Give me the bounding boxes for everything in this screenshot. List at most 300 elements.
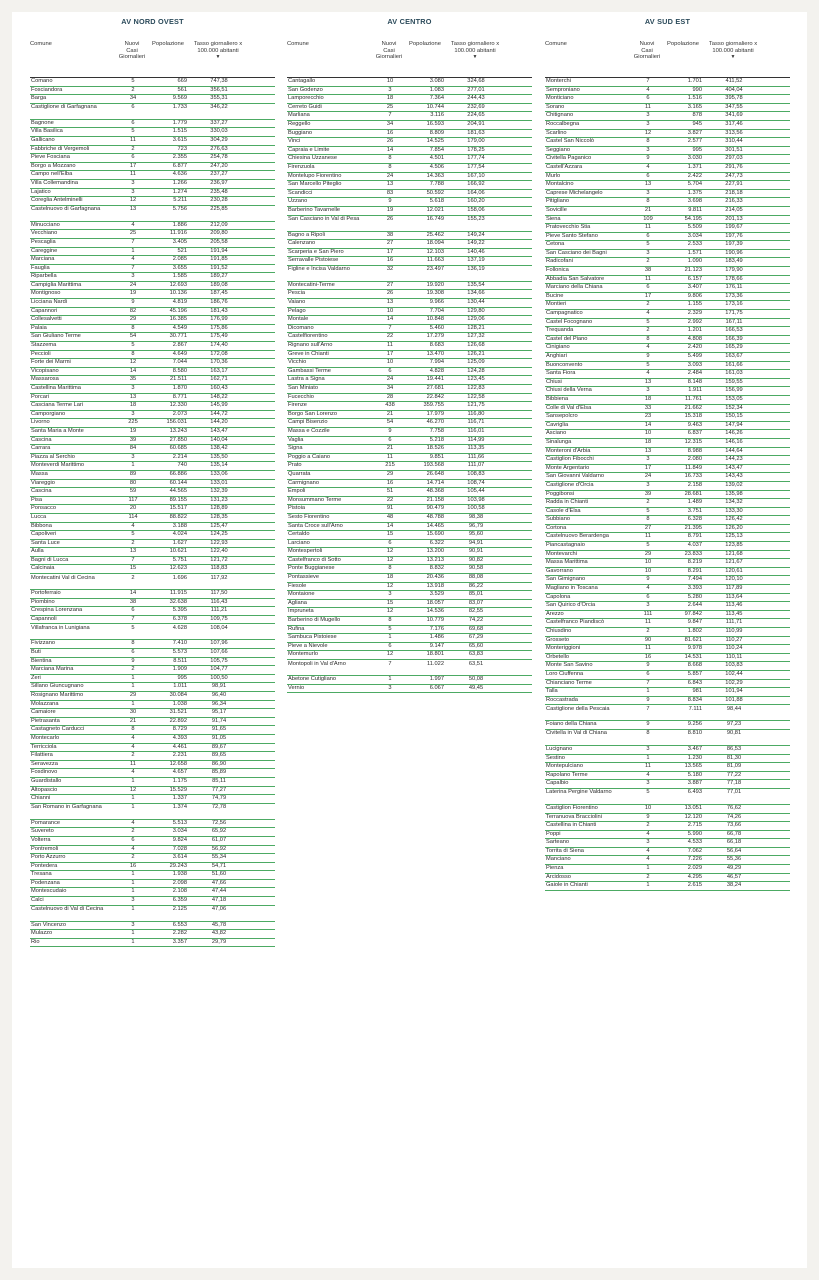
table-row xyxy=(287,591,532,600)
cell-comune: Piazza al Serchio xyxy=(31,453,75,460)
cell-tasso: 144,64 xyxy=(725,447,743,454)
cell-comune: Dicomano xyxy=(288,324,314,331)
cell-tasso: 91,65 xyxy=(211,726,227,733)
cell-casi: 4 xyxy=(646,856,650,863)
table-row xyxy=(545,173,790,182)
cell-comune: Poggibonsi xyxy=(546,490,575,497)
cell-tasso: 237,27 xyxy=(210,171,228,178)
cell-casi: 2 xyxy=(646,327,650,334)
cell-comune: Firenze xyxy=(288,402,307,409)
table-row xyxy=(30,761,275,770)
cell-tasso: 145,99 xyxy=(210,402,228,409)
header-comune: Comune xyxy=(545,41,567,47)
cell-popolazione: 11.761 xyxy=(685,395,702,402)
cell-popolazione: 13.213 xyxy=(426,556,444,563)
cell-tasso: 110,27 xyxy=(725,636,743,643)
table-row xyxy=(545,628,790,637)
cell-casi: 10 xyxy=(386,307,394,314)
cell-casi: 7 xyxy=(646,679,650,686)
cell-popolazione: 8.810 xyxy=(687,730,702,737)
cell-casi: 3 xyxy=(646,387,650,394)
cell-comune: Castagneto Carducci xyxy=(31,726,85,733)
cell-popolazione: 8.580 xyxy=(172,367,187,374)
table-row xyxy=(545,755,790,764)
cell-popolazione: 1.489 xyxy=(687,499,702,506)
cell-comune: Cerreto Guidi xyxy=(288,103,322,110)
cell-comune: Roccastrada xyxy=(546,696,578,703)
cell-casi: 2 xyxy=(131,828,135,835)
cell-casi: 25 xyxy=(129,230,137,237)
cell-comune: Vernio xyxy=(288,684,305,691)
cell-casi: 3 xyxy=(388,591,392,598)
cell-popolazione: 6.359 xyxy=(172,897,187,904)
cell-casi: 80 xyxy=(129,479,137,486)
table-row xyxy=(30,692,275,701)
table-row xyxy=(30,402,275,411)
cell-casi: 32 xyxy=(386,266,394,273)
cell-tasso: 98,91 xyxy=(211,683,227,690)
cell-tasso: 747,38 xyxy=(210,78,228,84)
cell-tasso: 96,34 xyxy=(211,700,227,707)
cell-comune: Altopascio xyxy=(31,786,58,793)
cell-popolazione: 3.827 xyxy=(687,129,702,136)
cell-comune: Montaione xyxy=(288,591,315,598)
table-row xyxy=(545,267,790,276)
table-row xyxy=(545,721,790,730)
cell-popolazione: 23.833 xyxy=(684,550,702,557)
cell-popolazione: 13.470 xyxy=(426,350,444,357)
cell-tasso: 66,78 xyxy=(726,830,742,837)
cell-casi: 13 xyxy=(644,378,652,385)
cell-comune: Monte San Savino xyxy=(546,662,593,669)
cell-casi: 6 xyxy=(646,172,650,179)
cell-tasso: 143,47 xyxy=(210,427,228,434)
table-row xyxy=(30,574,275,590)
cell-tasso: 347,55 xyxy=(725,103,743,110)
table-row xyxy=(30,735,275,744)
cell-tasso: 147,94 xyxy=(725,421,743,428)
cell-comune: Montecarlo xyxy=(31,734,60,741)
cell-casi: 13 xyxy=(129,548,137,555)
cell-casi: 4 xyxy=(646,771,650,778)
cell-comune: Pienza xyxy=(546,865,564,872)
header-casi: Nuovi Casi Giornalieri xyxy=(375,41,403,61)
cell-comune: Subbiano xyxy=(546,516,571,523)
table-row xyxy=(30,299,275,308)
cell-popolazione: 2.329 xyxy=(687,310,702,317)
cell-casi: 215 xyxy=(385,462,395,469)
cell-comune: Palaia xyxy=(31,324,47,331)
cell-popolazione: 2.080 xyxy=(687,456,702,463)
cell-casi: 2 xyxy=(131,539,135,546)
cell-comune: Marciana xyxy=(31,256,55,263)
table-row xyxy=(545,576,790,585)
cell-popolazione: 995 xyxy=(692,146,702,153)
table-row xyxy=(545,387,790,396)
cell-popolazione: 5.211 xyxy=(173,197,187,204)
table-row xyxy=(545,533,790,542)
table-row xyxy=(545,680,790,689)
cell-tasso: 163,67 xyxy=(725,353,743,359)
cell-comune: Buggiano xyxy=(288,129,313,136)
cell-casi: 11 xyxy=(645,533,651,540)
table-row xyxy=(545,856,790,865)
cell-popolazione: 9.463 xyxy=(687,421,702,428)
cell-popolazione: 669 xyxy=(177,78,187,84)
cell-popolazione: 13.918 xyxy=(426,582,444,589)
cell-popolazione: 4.501 xyxy=(429,155,444,162)
cell-popolazione: 4.819 xyxy=(172,299,187,306)
cell-tasso: 83,07 xyxy=(468,599,484,606)
cell-casi: 3 xyxy=(131,188,135,195)
cell-tasso: 140,04 xyxy=(210,436,228,443)
table-row xyxy=(287,531,532,540)
table-row xyxy=(545,746,790,755)
cell-casi: 3 xyxy=(646,249,650,256)
cell-popolazione: 9.966 xyxy=(429,299,444,306)
cell-casi: 19 xyxy=(129,427,137,434)
cell-comune: Asciano xyxy=(546,430,567,437)
header-tasso[interactable] xyxy=(190,41,246,60)
cell-popolazione: 6.157 xyxy=(687,275,702,282)
cell-popolazione: 740 xyxy=(177,462,187,469)
cell-popolazione: 5.756 xyxy=(172,206,187,213)
cell-comune: Bucine xyxy=(546,292,564,299)
cell-popolazione: 3.614 xyxy=(172,854,187,861)
cell-popolazione: 5.618 xyxy=(429,198,444,205)
cell-comune: Seggiano xyxy=(546,146,571,153)
cell-comune: Santa Croce sull'Arno xyxy=(288,522,343,529)
cell-casi: 9 xyxy=(646,696,650,703)
cell-tasso: 91,74 xyxy=(211,717,227,724)
cell-tasso: 77,01 xyxy=(726,789,742,796)
cell-popolazione: 8.683 xyxy=(429,342,444,349)
cell-comune: Pontassieve xyxy=(288,574,319,581)
cell-comune: Crespina Lorenzana xyxy=(31,607,83,614)
cell-popolazione: 1.886 xyxy=(172,221,187,228)
cell-popolazione: 21.511 xyxy=(170,376,187,383)
cell-comune: San Giovanni Valdarno xyxy=(546,473,605,480)
table-row xyxy=(545,456,790,465)
cell-tasso: 90,81 xyxy=(726,730,742,737)
cell-popolazione: 30.771 xyxy=(169,333,187,340)
table-row xyxy=(30,906,275,922)
cell-casi: 4 xyxy=(646,830,650,837)
table-row xyxy=(30,744,275,753)
cell-tasso: 317,46 xyxy=(725,120,743,127)
table-row xyxy=(287,617,532,626)
cell-casi: 26 xyxy=(386,216,394,222)
cell-comune: Aulla xyxy=(31,548,44,555)
cell-popolazione: 9.851 xyxy=(429,453,444,460)
cell-comune: Manciano xyxy=(546,856,571,863)
header-tasso[interactable] xyxy=(705,41,761,60)
cell-casi: 82 xyxy=(129,307,137,314)
table-row xyxy=(545,763,790,772)
cell-comune: Stazzema xyxy=(31,342,57,349)
table-row xyxy=(287,78,532,87)
table-row xyxy=(545,370,790,379)
cell-casi: 15 xyxy=(129,565,137,572)
cell-popolazione: 995 xyxy=(177,674,187,681)
cell-comune: Uzzano xyxy=(288,198,308,205)
cell-tasso: 179,00 xyxy=(467,138,485,145)
cell-comune: Semproniano xyxy=(546,86,580,93)
cell-popolazione: 1.911 xyxy=(688,387,702,394)
cell-popolazione: 990 xyxy=(692,86,702,93)
cell-casi: 8 xyxy=(646,198,650,205)
cell-popolazione: 12.120 xyxy=(684,813,702,820)
cell-casi: 9 xyxy=(646,353,650,359)
cell-tasso: 118,83 xyxy=(210,565,228,572)
table-row xyxy=(30,462,275,471)
cell-popolazione: 66.886 xyxy=(169,470,187,477)
table-row xyxy=(545,430,790,439)
cell-tasso: 176,99 xyxy=(210,316,228,323)
cell-casi: 6 xyxy=(131,607,135,614)
table-row xyxy=(287,266,532,282)
cell-comune: Chiesina Uzzanese xyxy=(288,155,338,162)
cell-popolazione: 6.877 xyxy=(172,162,187,169)
cell-popolazione: 12.021 xyxy=(426,206,444,213)
cell-tasso: 29,79 xyxy=(211,938,227,945)
table-row xyxy=(30,505,275,514)
cell-comune: Vicopisano xyxy=(31,367,59,374)
cell-comune: Serravalle Pistoiese xyxy=(288,257,339,264)
table-row xyxy=(545,585,790,594)
table-row xyxy=(287,130,532,139)
cell-casi: 1 xyxy=(131,683,135,690)
cell-tasso: 94,91 xyxy=(468,539,484,546)
cell-tasso: 77,22 xyxy=(726,771,742,778)
table-row xyxy=(287,190,532,199)
cell-comune: Barberino Tavarnelle xyxy=(288,206,341,213)
cell-comune: Quarrata xyxy=(288,470,311,477)
table-row xyxy=(287,394,532,403)
cell-popolazione: 13.565 xyxy=(684,763,702,770)
cell-popolazione: 60.685 xyxy=(169,445,187,452)
cell-casi: 22 xyxy=(386,333,394,340)
table-row xyxy=(30,616,275,625)
table-row xyxy=(30,87,275,96)
cell-tasso: 128,35 xyxy=(210,513,228,520)
table-row xyxy=(30,128,275,137)
cell-popolazione: 1.909 xyxy=(172,666,187,673)
cell-tasso: 38,24 xyxy=(726,882,742,889)
cell-popolazione: 28.681 xyxy=(684,490,702,497)
header-tasso-label: Tasso giornaliero x 100.000 abitanti xyxy=(450,41,500,54)
table-row xyxy=(287,104,532,113)
cell-popolazione: 1.627 xyxy=(172,539,187,546)
cell-comune: Rufina xyxy=(288,625,305,632)
cell-popolazione: 5.990 xyxy=(687,830,702,837)
cell-comune: Capolona xyxy=(546,593,571,600)
table-row xyxy=(30,565,275,574)
cell-popolazione: 12.623 xyxy=(169,565,187,572)
cell-popolazione: 3.357 xyxy=(172,938,187,945)
cell-popolazione: 4.657 xyxy=(172,769,187,776)
cell-casi: 39 xyxy=(644,490,652,497)
cell-casi: 8 xyxy=(646,516,650,523)
table-row xyxy=(287,437,532,446)
table-row xyxy=(545,344,790,353)
cell-comune: Lajatico xyxy=(31,188,51,195)
arrow-down-icon: ▼ xyxy=(730,54,736,61)
table-row xyxy=(287,138,532,147)
cell-tasso: 166,53 xyxy=(725,327,743,334)
cell-tasso: 189,27 xyxy=(210,273,228,280)
cell-popolazione: 3.393 xyxy=(687,585,702,592)
cell-casi: 11 xyxy=(387,453,393,460)
cell-tasso: 101,88 xyxy=(725,696,743,703)
cell-tasso: 172,08 xyxy=(210,350,228,357)
cell-casi: 9 xyxy=(646,155,650,162)
cell-comune: Vinci xyxy=(288,138,301,145)
cell-tasso: 116,01 xyxy=(467,427,485,434)
table-body xyxy=(30,77,275,947)
cell-tasso: 152,34 xyxy=(725,404,743,411)
cell-tasso: 225,85 xyxy=(210,206,228,213)
cell-casi: 6 xyxy=(388,367,392,374)
cell-casi: 5 xyxy=(131,128,135,135)
cell-casi: 2 xyxy=(646,873,650,880)
cell-popolazione: 48.368 xyxy=(426,488,444,495)
cell-popolazione: 8.809 xyxy=(429,129,444,136)
cell-casi: 17 xyxy=(644,464,652,471)
cell-comune: Colle di Val d'Elsa xyxy=(546,404,592,411)
cell-comune: Campiglia Marittima xyxy=(31,281,82,288)
cell-casi: 7 xyxy=(131,264,135,271)
cell-tasso: 125,13 xyxy=(725,533,743,540)
cell-popolazione: 23.497 xyxy=(426,266,444,273)
table-row xyxy=(545,508,790,517)
cell-tasso: 128,21 xyxy=(467,324,485,331)
cell-tasso: 173,36 xyxy=(725,292,743,299)
cell-comune: Scarperia e San Piero xyxy=(288,248,344,255)
table-row xyxy=(287,626,532,635)
cell-tasso: 121,72 xyxy=(210,556,228,563)
section-nord-ovest xyxy=(30,12,275,947)
table-row xyxy=(30,180,275,189)
cell-casi: 9 xyxy=(388,427,392,434)
cell-casi: 3 xyxy=(131,385,135,391)
cell-tasso: 102,44 xyxy=(725,670,743,677)
cell-comune: Vecchiano xyxy=(31,230,58,237)
cell-comune: Montopoli in Val d'Arno xyxy=(288,660,346,667)
table-row xyxy=(545,258,790,267)
table-row xyxy=(545,241,790,250)
table-row xyxy=(30,769,275,778)
cell-tasso: 116,43 xyxy=(210,598,228,605)
table-row xyxy=(30,437,275,446)
cell-casi: 83 xyxy=(386,189,394,196)
cell-tasso: 126,20 xyxy=(725,524,743,531)
table-row xyxy=(545,568,790,577)
cell-tasso: 150,15 xyxy=(725,413,743,420)
cell-casi: 1 xyxy=(388,634,392,641)
cell-casi: 18 xyxy=(129,402,137,409)
cell-popolazione: 4.808 xyxy=(687,335,702,342)
cell-tasso: 212,09 xyxy=(210,221,228,228)
table-body xyxy=(287,77,532,693)
cell-casi: 11 xyxy=(387,342,393,349)
table-row xyxy=(545,473,790,482)
cell-tasso: 50,08 xyxy=(468,676,484,682)
cell-popolazione: 7.410 xyxy=(172,640,187,647)
cell-comune: Tresana xyxy=(31,871,52,878)
cell-comune: Montecatini-Terme xyxy=(288,281,335,288)
cell-comune: Volterra xyxy=(31,836,51,843)
cell-tasso: 56,92 xyxy=(211,845,227,852)
cell-tasso: 55,36 xyxy=(726,856,742,863)
cell-popolazione: 2.085 xyxy=(172,256,187,263)
table-row xyxy=(30,342,275,351)
cell-casi: 17 xyxy=(386,248,394,255)
table-row xyxy=(30,701,275,710)
cell-popolazione: 521 xyxy=(177,247,187,254)
cell-tasso: 116,71 xyxy=(467,419,485,426)
cell-popolazione: 1.371 xyxy=(687,163,702,170)
cell-comune: Minucciano xyxy=(31,221,60,228)
cell-casi: 12 xyxy=(386,556,394,563)
cell-comune: Lamporecchio xyxy=(288,95,324,102)
cell-comune: Porcari xyxy=(31,393,50,400)
header-tasso[interactable] xyxy=(447,41,503,60)
cell-popolazione: 561 xyxy=(177,86,187,93)
cell-comune: Follonica xyxy=(546,267,569,274)
cell-comune: Roccalbegna xyxy=(546,120,580,127)
cell-tasso: 247,20 xyxy=(210,162,228,169)
cell-tasso: 117,89 xyxy=(725,585,743,592)
cell-comune: Castiglion Fibocchi xyxy=(546,456,594,463)
table-row xyxy=(287,557,532,566)
cell-comune: Capalbio xyxy=(546,780,569,787)
cell-popolazione: 4.628 xyxy=(172,624,187,631)
cell-casi: 7 xyxy=(388,112,392,119)
table-row xyxy=(545,805,790,814)
cell-tasso: 110,24 xyxy=(725,645,743,652)
table-row xyxy=(30,368,275,377)
cell-casi: 1 xyxy=(131,879,135,886)
cell-tasso: 109,75 xyxy=(210,615,228,622)
table-row xyxy=(545,654,790,663)
cell-comune: Sesto Fiorentino xyxy=(288,513,330,520)
cell-comune: Grosseto xyxy=(546,636,570,643)
cell-tasso: 43,82 xyxy=(211,930,227,937)
cell-casi: 12 xyxy=(129,359,137,366)
table-row xyxy=(545,207,790,216)
cell-popolazione: 16.733 xyxy=(684,473,702,480)
cell-casi: 4 xyxy=(131,743,135,750)
cell-casi: 3 xyxy=(646,189,650,196)
table-row xyxy=(287,471,532,480)
table-row xyxy=(287,454,532,463)
cell-casi: 8 xyxy=(131,640,135,647)
table-row xyxy=(287,216,532,232)
cell-tasso: 97,23 xyxy=(726,721,742,728)
cell-tasso: 232,69 xyxy=(467,103,485,110)
cell-tasso: 170,36 xyxy=(210,359,228,366)
cell-popolazione: 7.176 xyxy=(429,625,444,632)
cell-comune: Careggine xyxy=(31,247,58,254)
cell-popolazione: 1.090 xyxy=(687,258,702,265)
table-row xyxy=(30,531,275,540)
cell-comune: Pontedera xyxy=(31,862,58,869)
cell-casi: 91 xyxy=(386,505,394,512)
cell-tasso: 346,22 xyxy=(210,104,228,111)
cell-tasso: 146,26 xyxy=(725,430,743,437)
cell-tasso: 65,92 xyxy=(211,828,227,835)
